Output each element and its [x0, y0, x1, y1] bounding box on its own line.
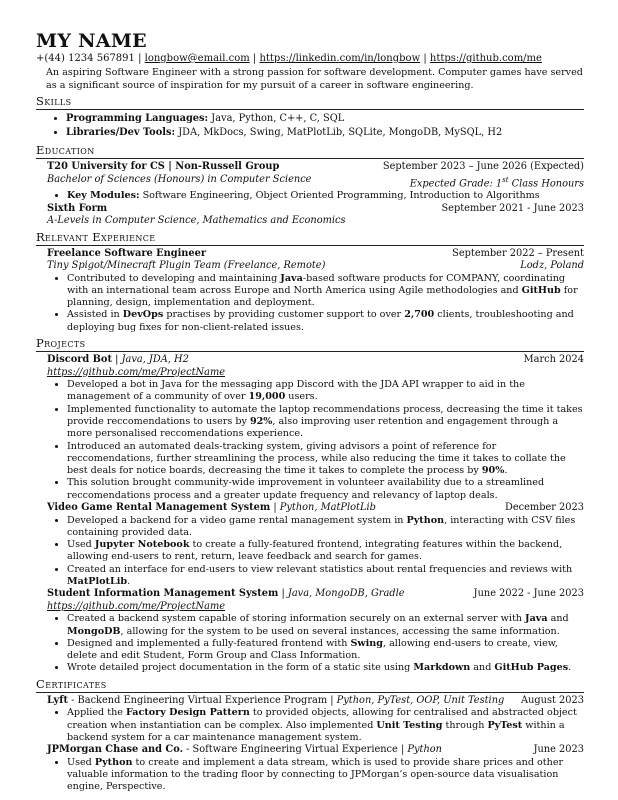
project-name: Video Game Rental Management System — [47, 502, 271, 514]
project-tech: Java, MongoDB, Gradle — [287, 588, 405, 600]
certificate-jpm: JPMorgan Chase and Co. - Software Engineering Virtual Experience | Python June 2023 • Used Python to create and implement a data stream, which is used to provide share prices and other valuable information to the trading floor by connecting to JPMorgan’s open-source data visualisation engine, Perspective. — [47, 744, 584, 793]
section-title-experience: Relevant Experience — [36, 230, 584, 246]
project-date: December 2023 — [504, 502, 584, 514]
list-item: • Introduced an automated deals-tracking system, giving advisors a point of reference for reccomendations, further streamlining the process, while also reducing the time it takes to collate the best deals for notice boards, decreasing the time it takes to complete the process by 90%. — [67, 441, 584, 478]
project-discord: Discord Bot | Java, JDA, H2 March 2024 https://github.com/me/ProjectName • Developed a bot in Java for the messaging app Discord with the JDA API wrapper to aid in the management of a community of over 19,000 users. • Implemented functionality to automate the laptop recommendations process, decreasing the time it takes provide reccomendations to users by 92%, also improving user retention and engagement through a more personalised reccomendations experience. • Introduced an automated deals-tracking system, giving advisors a point of reference for reccomendations, further streamlining the process, while also reducing the time it takes to collate the best deals for notice boards, decreasing the time it takes to complete the process by 90%. • This solution brought community-wide improvement in volunteer availability due to a streamlined reccomendations process and a greater update frequency and relevancy of laptop deals. — [47, 354, 584, 502]
list-item: • Developed a bot in Java for the messaging app Discord with the JDA API wrapper to aid in the management of a community of over 19,000 users. — [67, 379, 584, 404]
certificate-lyft: Lyft - Backend Engineering Virtual Experience Program | Python, PyTest, OOP, Unit Testing August 2023 • Applied the Factory Design Pattern to provided objects, allowing for centralised and abstracted object creation when instantiation can be complex. Also implemented Unit Testing through PyTest within a backend system for a car maintenance management system. — [47, 695, 584, 744]
list-item: • Key Modules: Software Engineering, Object Oriented Programming, Introduction to Algorithms — [67, 190, 584, 202]
certificate-date: August 2023 — [521, 694, 584, 706]
list-item: • Contributed to developing and maintaining Java-based software products for COMPANY, coordinating with an international team across Europe and North America using Agile methodologies and GitHub for planning, design, implementation and deployment. — [67, 273, 584, 310]
job-location: Lodz, Poland — [520, 260, 584, 272]
list-item: • Created a backend system capable of storing information securely on an external server with Java and MongoDB, allowing for the system to be used on several instances, accessing the same information. — [67, 613, 584, 638]
project-url[interactable]: https://github.com/me/ProjectName — [47, 366, 226, 378]
experience-entry — [47, 248, 584, 334]
certificate-bullets — [47, 757, 584, 794]
school-name: T20 University for CS | Non-Russell Group — [47, 161, 280, 172]
certificate-tech: Python, PyTest, OOP, Unit Testing — [336, 694, 505, 706]
project-date: June 2022 - June 2023 — [473, 588, 584, 600]
skills-section — [36, 94, 584, 140]
project-bullets — [47, 613, 584, 674]
list-item: • Used Jupyter Notebook to create a fully-featured frontend, integrating features within the backend, allowing end-users to rent, return, leave feedback and search for games. — [67, 539, 584, 564]
job-role: Freelance Software Engineer — [47, 247, 207, 259]
job-dates: September 2022 – Present — [452, 247, 584, 259]
project-url[interactable]: https://github.com/me/ProjectName — [47, 600, 226, 612]
section-title-projects: Projects — [36, 336, 584, 352]
certificate-tech: Python — [407, 744, 442, 756]
email-link[interactable]: longbow@email.com — [144, 53, 250, 64]
section-title-education: Education — [36, 143, 584, 159]
education-dates: September 2021 - June 2023 — [441, 202, 584, 214]
projects-section — [36, 336, 584, 675]
project-tech: Python, MatPlotLib — [279, 502, 376, 514]
list-item: • Created an interface for end-users to view relevant statistics about rental frequencies and reviews with MatPlotLib. — [67, 564, 584, 589]
certificate-bullets — [47, 707, 584, 744]
degree: A-Levels in Computer Science, Mathematics and Economics — [47, 215, 346, 227]
list-item — [66, 112, 584, 126]
expected-grade: Expected Grade: 1st Class Honours — [409, 175, 584, 189]
candidate-name: MY NAME — [36, 30, 147, 52]
list-item: • Implemented functionality to automate the laptop recommendations process, decreasing the time it takes provide reccomendations to users by 92%, also improving user retention and engagement through a more personalised reccomendations experience. — [67, 404, 584, 441]
certificate-date: June 2023 — [533, 744, 584, 756]
summary: An aspiring Software Engineer with a strong passion for software development. Computer games have served as a significant source of inspiration for my pursuit of a career in software engineering. — [46, 67, 583, 91]
modules-list — [47, 190, 584, 202]
skill-label: Libraries/Dev Tools: — [66, 127, 176, 138]
skill-value: Java, Python, C++, C, SQL — [211, 113, 345, 124]
project-name: Discord Bot — [47, 354, 112, 366]
school-name: Sixth Form — [47, 202, 108, 214]
experience-bullets — [47, 273, 584, 334]
education-entry — [47, 161, 584, 228]
education-dates: September 2023 – June 2026 (Expected) — [382, 161, 584, 172]
certificate-org: JPMorgan Chase and Co. — [47, 744, 184, 756]
project-tech: Java, JDA, H2 — [121, 354, 189, 366]
section-title-certificates: Certificates — [36, 677, 584, 693]
resume-page — [36, 30, 584, 794]
degree: Bachelor of Sciences (Honours) in Computer Science — [47, 173, 312, 185]
project-name: Student Information Management System — [47, 588, 279, 600]
skills-list — [36, 112, 584, 140]
contact-line: +(44) 1234 567891 | longbow@email.com | https://linkedin.com/in/longbow | https://github.com/me — [36, 53, 542, 64]
experience-section — [36, 230, 584, 334]
project-bullets — [47, 379, 584, 502]
project-rental: Video Game Rental Management System | Python, MatPlotLib December 2023 • Developed a backend for a video game rental management system in Python, interacting with CSV files containing provided data. • Used Jupyter Notebook to create a fully-featured frontend, integrating features within the backend, allowing end-users to rent, return, leave feedback and search for games. • Created an interface for end-users to view relevant statistics about rental frequencies and reviews with MatPlotLib. — [47, 502, 584, 588]
phone: +(44) 1234 567891 — [36, 53, 135, 64]
education-section — [36, 143, 584, 228]
section-title-skills: Skills — [36, 94, 584, 110]
list-item: • Applied the Factory Design Pattern to provided objects, allowing for centralised and abstracted object creation when instantiation can be complex. Also implemented Unit Testing through PyTest within a backend system for a car maintenance management system. — [67, 707, 584, 744]
list-item: • Developed a backend for a video game rental management system in Python, interacting with CSV files containing provided data. — [67, 515, 584, 540]
project-bullets — [47, 515, 584, 589]
list-item — [66, 126, 584, 140]
project-date: March 2024 — [523, 354, 584, 366]
job-org: Tiny Spigot/Minecraft Plugin Team (Freelance, Remote) — [47, 260, 326, 272]
skill-value: JDA, MkDocs, Swing, MatPlotLib, SQLite, MongoDB, MySQL, H2 — [178, 127, 503, 138]
list-item: • Used Python to create and implement a data stream, which is used to provide share prices and other valuable information to the trading floor by connecting to JPMorgan’s open-source data visualisation engine, Perspective. — [67, 757, 584, 794]
linkedin-link[interactable]: https://linkedin.com/in/longbow — [259, 53, 421, 64]
list-item: • Assisted in DevOps practises by providing customer support to over 2,700 clients, troubleshooting and deploying bug fixes for non-client-related issues. — [67, 309, 584, 334]
project-student: Student Information Management System | Java, MongoDB, Gradle June 2022 - June 2023 https://github.com/me/ProjectName • Created a backend system capable of storing information securely on an external server with Java and MongoDB, allowing for the system to be used on several instances, accessing the same information. • Designed and implemented a fully-featured frontend with Swing, allowing end-users to create, view, delete and edit Student, Form Group and Class Information. • Wrote detailed project documentation in the form of a static site using Markdown and GitHub Pages. — [47, 588, 584, 674]
certificates-section — [36, 677, 584, 794]
certificate-org: Lyft — [47, 694, 68, 706]
list-item: • Wrote detailed project documentation in the form of a static site using Markdown and GitHub Pages. — [67, 662, 584, 674]
list-item: • Designed and implemented a fully-featured frontend with Swing, allowing end-users to create, view, delete and edit Student, Form Group and Class Information. — [67, 638, 584, 663]
list-item: • This solution brought community-wide improvement in volunteer availability due to a streamlined reccomendations process and a greater update frequency and relevancy of laptop deals. — [67, 477, 584, 502]
github-link[interactable]: https://github.com/me — [429, 53, 542, 64]
skill-label: Programming Languages: — [66, 113, 209, 124]
